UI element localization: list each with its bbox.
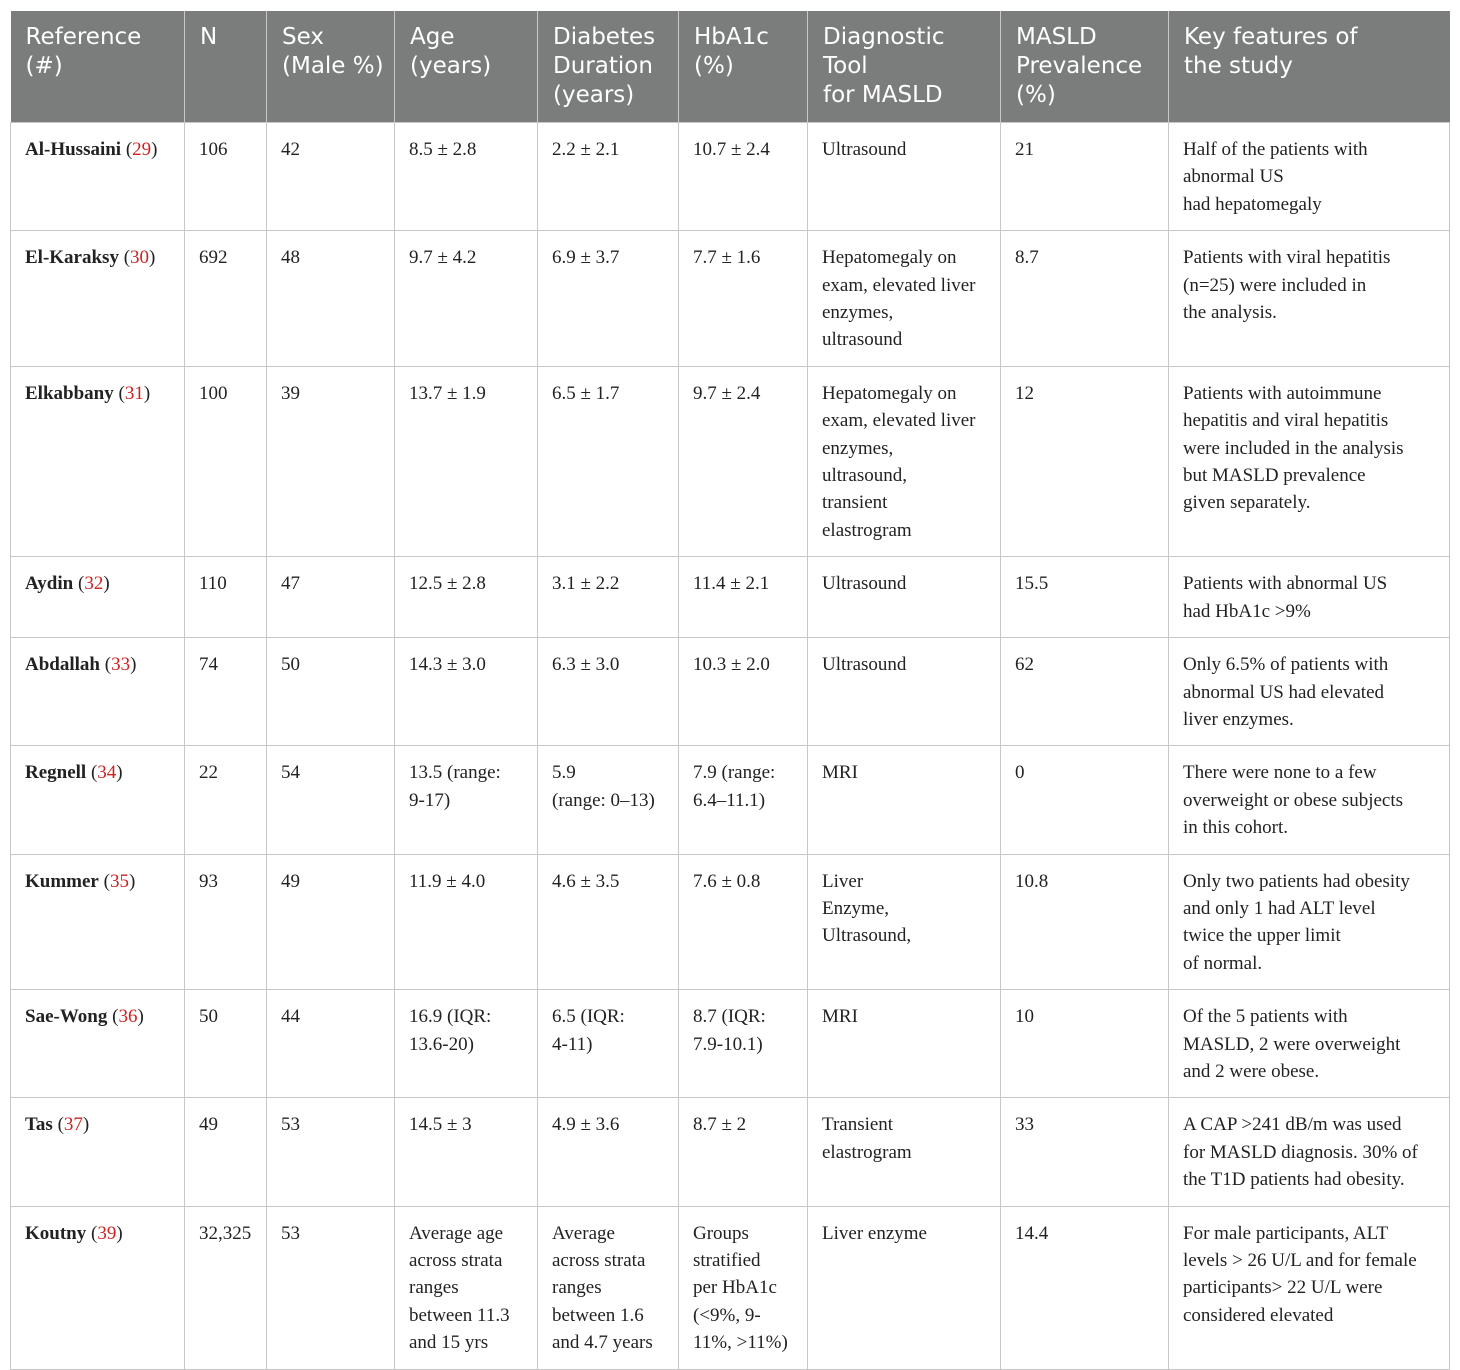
hba1c-cell: Groups stratified per HbA1c (<9%, 9- 11%, >11%) — [679, 1206, 808, 1369]
reference-cell: El-Karaksy (30) — [11, 231, 185, 367]
table-row — [11, 557, 1450, 638]
author-name: Al-Hussaini — [25, 139, 122, 160]
n-cell: 50 — [185, 990, 267, 1098]
duration-cell: 6.5 ± 1.7 — [538, 366, 679, 556]
age-cell: 12.5 ± 2.8 — [395, 557, 538, 638]
column-header-duration: Diabetes Duration (years) — [538, 11, 679, 123]
hba1c-cell: 7.6 ± 0.8 — [679, 854, 808, 990]
duration-cell: Average across strata ranges between 1.6 and 4.7 years — [538, 1206, 679, 1369]
diagnostic-tool-cell: Ultrasound — [808, 638, 1001, 746]
column-header-prevalence: MASLD Prevalence (%) — [1001, 11, 1169, 123]
author-name: Kummer — [25, 870, 99, 892]
prevalence-cell: 33 — [1001, 1098, 1169, 1206]
prevalence-cell: 14.4 — [1001, 1206, 1169, 1369]
author-name: Aydin — [25, 573, 74, 595]
sex-cell: 53 — [267, 1098, 395, 1206]
reference-cell: Tas (37) — [11, 1098, 185, 1206]
diagnostic-tool-cell: Ultrasound — [808, 557, 1001, 638]
n-cell: 106 — [185, 123, 267, 231]
age-cell: 13.5 (range: 9-17) — [395, 746, 538, 854]
diagnostic-tool-cell: MRI — [808, 746, 1001, 854]
hba1c-cell: 7.9 (range: 6.4–11.1) — [679, 746, 808, 854]
reference-link[interactable]: 30 — [130, 247, 150, 269]
diagnostic-tool-cell: Transient elastrogram — [808, 1098, 1001, 1206]
age-cell: 14.3 ± 3.0 — [395, 638, 538, 746]
reference-link[interactable]: 36 — [118, 1006, 138, 1028]
prevalence-cell: 8.7 — [1001, 231, 1169, 367]
table-row — [11, 854, 1450, 990]
table-row — [11, 123, 1450, 231]
table-row — [11, 231, 1450, 367]
author-name: El-Karaksy — [25, 247, 119, 269]
duration-cell: 3.1 ± 2.2 — [538, 557, 679, 638]
column-header-hba1c: HbA1c (%) — [679, 11, 808, 123]
n-cell: 22 — [185, 746, 267, 854]
author-name: Tas — [25, 1114, 53, 1136]
duration-cell: 5.9 (range: 0–13) — [538, 746, 679, 854]
key-features-cell: Patients with viral hepatitis (n=25) were included in the analysis. — [1169, 231, 1450, 367]
n-cell: 49 — [185, 1098, 267, 1206]
column-header-diagnostic-tool: Diagnostic Tool for MASLD — [808, 11, 1001, 123]
duration-cell: 6.5 (IQR: 4-11) — [538, 990, 679, 1098]
study-table — [10, 11, 1450, 1370]
reference-cell: Sae-Wong (36) — [11, 990, 185, 1098]
age-cell: Average age across strata ranges between 11.3 and 15 yrs — [395, 1206, 538, 1369]
author-name: Koutny — [25, 1222, 87, 1244]
table-header-row — [11, 11, 1450, 123]
table-row — [11, 1206, 1450, 1369]
column-header-sex: Sex (Male %) — [267, 11, 395, 123]
duration-cell: 6.9 ± 3.7 — [538, 231, 679, 367]
duration-cell: 2.2 ± 2.1 — [538, 123, 679, 231]
sex-cell: 44 — [267, 990, 395, 1098]
key-features-cell: There were none to a few overweight or obese subjects in this cohort. — [1169, 746, 1450, 854]
prevalence-cell: 0 — [1001, 746, 1169, 854]
age-cell: 11.9 ± 4.0 — [395, 854, 538, 990]
sex-cell: 50 — [267, 638, 395, 746]
prevalence-cell: 10 — [1001, 990, 1169, 1098]
author-name: Sae-Wong — [25, 1006, 108, 1028]
duration-cell: 4.9 ± 3.6 — [538, 1098, 679, 1206]
reference-cell: Al-Hussaini (29) — [11, 123, 185, 231]
n-cell: 32,325 — [185, 1206, 267, 1369]
reference-link[interactable]: 35 — [109, 870, 129, 892]
reference-link[interactable]: 29 — [132, 139, 152, 160]
table-row — [11, 990, 1450, 1098]
column-header-n: N — [185, 11, 267, 123]
reference-link[interactable]: 33 — [111, 654, 131, 676]
sex-cell: 54 — [267, 746, 395, 854]
hba1c-cell: 8.7 (IQR: 7.9-10.1) — [679, 990, 808, 1098]
n-cell: 692 — [185, 231, 267, 367]
key-features-cell: Half of the patients with abnormal US had hepatomegaly — [1169, 123, 1450, 231]
n-cell: 93 — [185, 854, 267, 990]
sex-cell: 53 — [267, 1206, 395, 1369]
n-cell: 110 — [185, 557, 267, 638]
reference-cell: Elkabbany (31) — [11, 366, 185, 556]
hba1c-cell: 10.3 ± 2.0 — [679, 638, 808, 746]
key-features-cell: Only two patients had obesity and only 1 had ALT level twice the upper limit of normal. — [1169, 854, 1450, 990]
table-row — [11, 746, 1450, 854]
age-cell: 16.9 (IQR: 13.6-20) — [395, 990, 538, 1098]
hba1c-cell: 9.7 ± 2.4 — [679, 366, 808, 556]
table-row — [11, 366, 1450, 556]
author-name: Regnell — [25, 762, 87, 784]
n-cell: 100 — [185, 366, 267, 556]
reference-link[interactable]: 32 — [84, 573, 104, 595]
reference-link[interactable]: 31 — [124, 382, 144, 404]
sex-cell: 47 — [267, 557, 395, 638]
prevalence-cell: 15.5 — [1001, 557, 1169, 638]
key-features-cell: Patients with abnormal US had HbA1c >9% — [1169, 557, 1450, 638]
reference-cell: Koutny (39) — [11, 1206, 185, 1369]
duration-cell: 6.3 ± 3.0 — [538, 638, 679, 746]
reference-cell: Abdallah (33) — [11, 638, 185, 746]
reference-cell: Kummer (35) — [11, 854, 185, 990]
duration-cell: 4.6 ± 3.5 — [538, 854, 679, 990]
reference-link[interactable]: 34 — [97, 762, 117, 784]
study-table-container — [10, 11, 1449, 1370]
reference-link[interactable]: 39 — [97, 1222, 117, 1244]
sex-cell: 39 — [267, 366, 395, 556]
key-features-cell: A CAP >241 dB/m was used for MASLD diagnosis. 30% of the T1D patients had obesity. — [1169, 1098, 1450, 1206]
diagnostic-tool-cell: MRI — [808, 990, 1001, 1098]
key-features-cell: Patients with autoimmune hepatitis and viral hepatitis were included in the analysis but MASLD prevalence given separately. — [1169, 366, 1450, 556]
age-cell: 9.7 ± 4.2 — [395, 231, 538, 367]
sex-cell: 48 — [267, 231, 395, 367]
reference-cell: Aydin (32) — [11, 557, 185, 638]
author-name: Elkabbany — [25, 382, 114, 404]
key-features-cell: Of the 5 patients with MASLD, 2 were overweight and 2 were obese. — [1169, 990, 1450, 1098]
column-header-key-features: Key features of the study — [1169, 11, 1450, 123]
hba1c-cell: 10.7 ± 2.4 — [679, 123, 808, 231]
hba1c-cell: 11.4 ± 2.1 — [679, 557, 808, 638]
sex-cell: 42 — [267, 123, 395, 231]
reference-link[interactable]: 37 — [63, 1114, 83, 1136]
diagnostic-tool-cell: Hepatomegaly on exam, elevated liver enzymes, ultrasound, transient elastrogram — [808, 366, 1001, 556]
prevalence-cell: 62 — [1001, 638, 1169, 746]
sex-cell: 49 — [267, 854, 395, 990]
diagnostic-tool-cell: Liver Enzyme, Ultrasound, — [808, 854, 1001, 990]
prevalence-cell: 21 — [1001, 123, 1169, 231]
reference-cell: Regnell (34) — [11, 746, 185, 854]
column-header-age: Age (years) — [395, 11, 538, 123]
table-row — [11, 1098, 1450, 1206]
column-header-reference: Reference (#) — [11, 11, 185, 123]
diagnostic-tool-cell: Liver enzyme — [808, 1206, 1001, 1369]
diagnostic-tool-cell: Hepatomegaly on exam, elevated liver enzymes, ultrasound — [808, 231, 1001, 367]
key-features-cell: For male participants, ALT levels > 26 U/L and for female participants> 22 U/L were considered elevated — [1169, 1206, 1450, 1369]
table-row — [11, 638, 1450, 746]
age-cell: 13.7 ± 1.9 — [395, 366, 538, 556]
prevalence-cell: 10.8 — [1001, 854, 1169, 990]
hba1c-cell: 7.7 ± 1.6 — [679, 231, 808, 367]
diagnostic-tool-cell: Ultrasound — [808, 123, 1001, 231]
prevalence-cell: 12 — [1001, 366, 1169, 556]
key-features-cell: Only 6.5% of patients with abnormal US had elevated liver enzymes. — [1169, 638, 1450, 746]
author-name: Abdallah — [25, 654, 100, 676]
n-cell: 74 — [185, 638, 267, 746]
age-cell: 14.5 ± 3 — [395, 1098, 538, 1206]
age-cell: 8.5 ± 2.8 — [395, 123, 538, 231]
hba1c-cell: 8.7 ± 2 — [679, 1098, 808, 1206]
